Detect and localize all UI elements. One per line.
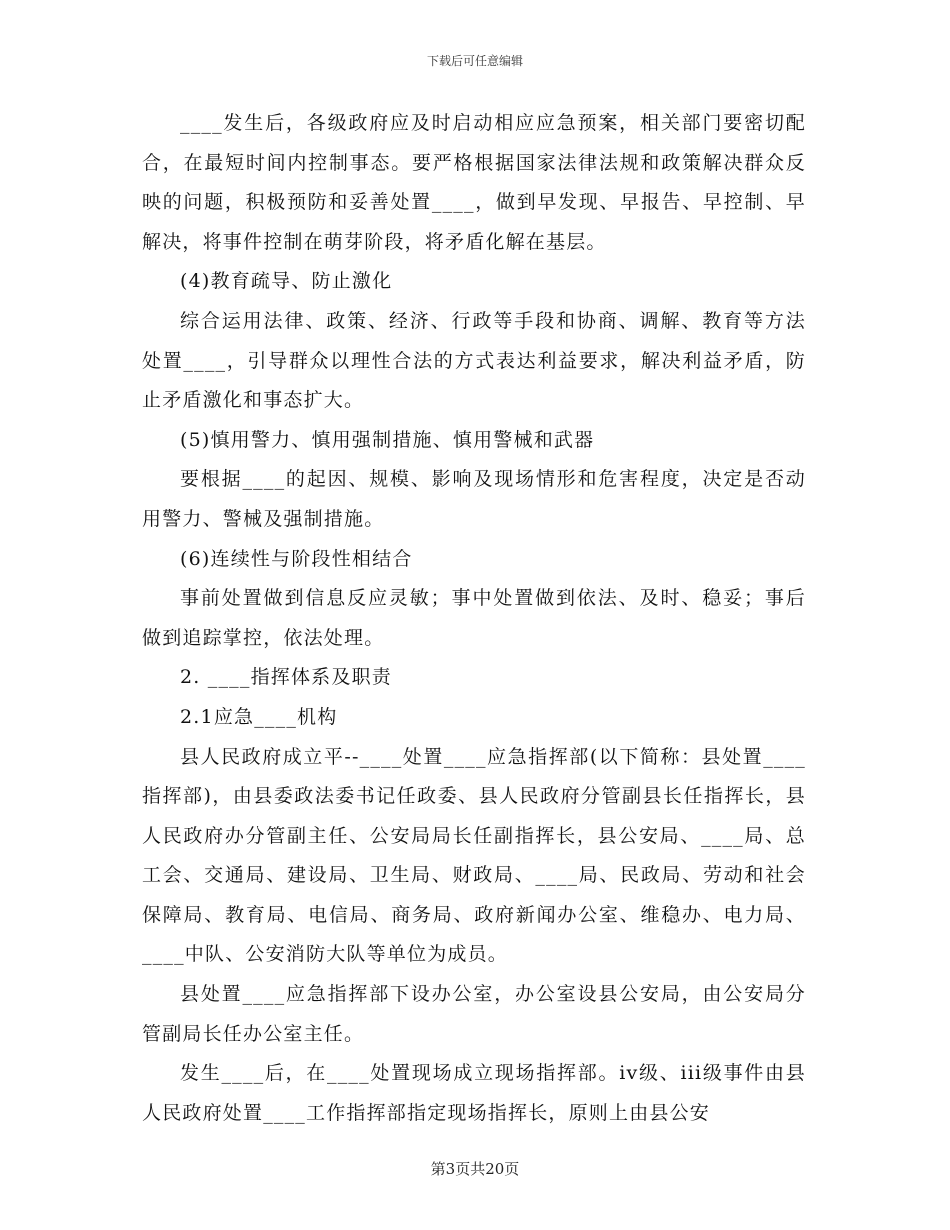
page-footer: 第3页共20页 (430, 1160, 520, 1178)
paragraph: 事前处置做到信息反应灵敏；事中处置做到依法、及时、稳妥；事后做到追踪掌控，依法处理。 (142, 587, 806, 649)
section-heading: (4)教育疏导、防止激化 (180, 270, 393, 293)
document-body (142, 104, 806, 1133)
section-heading: (5)慎用警力、慎用强制措施、慎用警械和武器 (180, 428, 595, 451)
section-heading: (6)连续性与阶段性相结合 (180, 547, 413, 570)
subsection-heading: 2.1应急____机构 (180, 705, 338, 728)
paragraph: 县人民政府成立平--____处置____应急指挥部(以下简称：县处置____指挥部)，由县委政法委书记任政委、县人民政府分管副县长任指挥长，县人民政府办分管副主任、公安局局长任副指挥长，县公安局、____局、总工会、交通局、建设局、卫生局、财政局、____局、民政局、劳动和社会保障局、教育局、电信局、商务局、政府新闻办公室、维稳办、电力局、____中队、公安消防大队等单位为成员。 (142, 745, 806, 966)
paragraph: ____发生后，各级政府应及时启动相应应急预案，相关部门要密切配合，在最短时间内控制事态。要严格根据国家法律法规和政策解决群众反映的问题，积极预防和妥善处置____，做到早发现、早报告、早控制、早解决，将事件控制在萌芽阶段，将矛盾化解在基层。 (142, 112, 806, 253)
paragraph: 发生____后，在____处置现场成立现场指挥部。iv级、iii级事件由县人民政府处置____工作指挥部指定现场指挥长，原则上由县公安 (142, 1062, 806, 1124)
page-header: 下载后可任意编辑 (426, 54, 523, 68)
section-heading: 2. ____指挥体系及职责 (180, 666, 392, 689)
paragraph: 要根据____的起因、规模、影响及现场情形和危害程度，决定是否动用警力、警械及强制措施。 (142, 468, 806, 530)
paragraph: 综合运用法律、政策、经济、行政等手段和协商、调解、教育等方法处置____，引导群众以理性合法的方式表达利益要求，解决利益矛盾，防止矛盾激化和事态扩大。 (142, 309, 806, 412)
paragraph: 县处置____应急指挥部下设办公室，办公室设县公安局，由公安局分管副局长任办公室主任。 (142, 983, 806, 1045)
